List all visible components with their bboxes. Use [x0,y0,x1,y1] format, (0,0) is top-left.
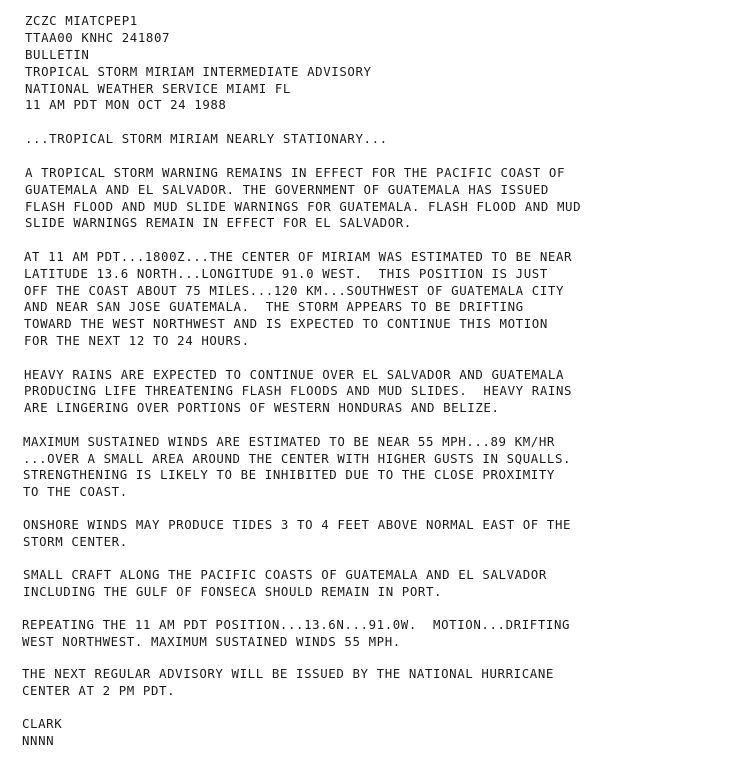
paragraph-line: WEST NORTHWEST. MAXIMUM SUSTAINED WINDS 55 MPH. [22,634,401,649]
paragraph-line: TOWARD THE WEST NORTHWEST AND IS EXPECTED TO CONTINUE THIS MOTION [24,316,548,331]
paragraph-line: INCLUDING THE GULF OF FONSECA SHOULD REMAIN IN PORT. [23,584,443,599]
paragraph-line: FOR THE NEXT 12 TO 24 HOURS. [24,333,250,348]
paragraph-line: SLIDE WARNINGS REMAIN IN EFFECT FOR EL SALVADOR. [25,215,412,230]
paragraph-line: ARE LINGERING OVER PORTIONS OF WESTERN HONDURAS AND BELIZE. [24,400,500,415]
paragraph-line: PRODUCING LIFE THREATENING FLASH FLOODS AND MUD SLIDES. HEAVY RAINS [24,383,573,398]
issue-time: 11 AM PDT MON OCT 24 1988 [25,97,227,112]
paragraph-line: MAXIMUM SUSTAINED WINDS ARE ESTIMATED TO BE NEAR 55 MPH...89 KM/HR [23,434,555,449]
paragraph-line: FLASH FLOOD AND MUD SLIDE WARNINGS FOR GUATEMALA. FLASH FLOOD AND MUD [25,199,582,214]
headline: ...TROPICAL STORM MIRIAM NEARLY STATIONARY... [25,131,388,146]
paragraph-line: STORM CENTER. [23,534,128,549]
paragraph-line: AT 11 AM PDT...1800Z...THE CENTER OF MIRIAM WAS ESTIMATED TO BE NEAR [24,249,573,264]
paragraph-line: LATITUDE 13.6 NORTH...LONGITUDE 91.0 WEST. THIS POSITION IS JUST [24,266,548,281]
advisory-title: TROPICAL STORM MIRIAM INTERMEDIATE ADVISORY [25,64,372,79]
forecaster-name: CLARK [22,716,63,731]
header-line: NATIONAL WEATHER SERVICE MIAMI FL [25,81,291,96]
paragraph-line: STRENGTHENING IS LIKELY TO BE INHIBITED DUE TO THE CLOSE PROXIMITY [23,467,555,482]
paragraph-line: REPEATING THE 11 AM PDT POSITION...13.6N...91.0W. MOTION...DRIFTING [22,617,571,632]
header-line: BULLETIN [25,47,90,62]
paragraph-line: TO THE COAST. [23,484,128,499]
paragraph-line: CENTER AT 2 PM PDT. [22,683,176,698]
paragraph-line: GUATEMALA AND EL SALVADOR. THE GOVERNMENT OF GUATEMALA HAS ISSUED [25,182,549,197]
paragraph-line: SMALL CRAFT ALONG THE PACIFIC COASTS OF GUATEMALA AND EL SALVADOR [23,567,547,582]
paragraph-line: HEAVY RAINS ARE EXPECTED TO CONTINUE OVER EL SALVADOR AND GUATEMALA [24,367,565,382]
paragraph-line: THE NEXT REGULAR ADVISORY WILL BE ISSUED BY THE NATIONAL HURRICANE [22,666,554,681]
paragraph-line: ONSHORE WINDS MAY PRODUCE TIDES 3 TO 4 FEET ABOVE NORMAL EAST OF THE [23,517,572,532]
paragraph-line: OFF THE COAST ABOUT 75 MILES...120 KM...SOUTHWEST OF GUATEMALA CITY [24,283,565,298]
paragraph-line: A TROPICAL STORM WARNING REMAINS IN EFFECT FOR THE PACIFIC COAST OF [25,165,566,180]
paragraph-line: AND NEAR SAN JOSE GUATEMALA. THE STORM APPEARS TO BE DRIFTING [24,299,524,314]
end-marker: NNNN [22,733,55,748]
header-line: ZCZC MIATCPEP1 [25,13,138,28]
header-line: TTAA00 KNHC 241807 [25,30,171,45]
paragraph-line: ...OVER A SMALL AREA AROUND THE CENTER WITH HIGHER GUSTS IN SQUALLS. [23,451,572,466]
